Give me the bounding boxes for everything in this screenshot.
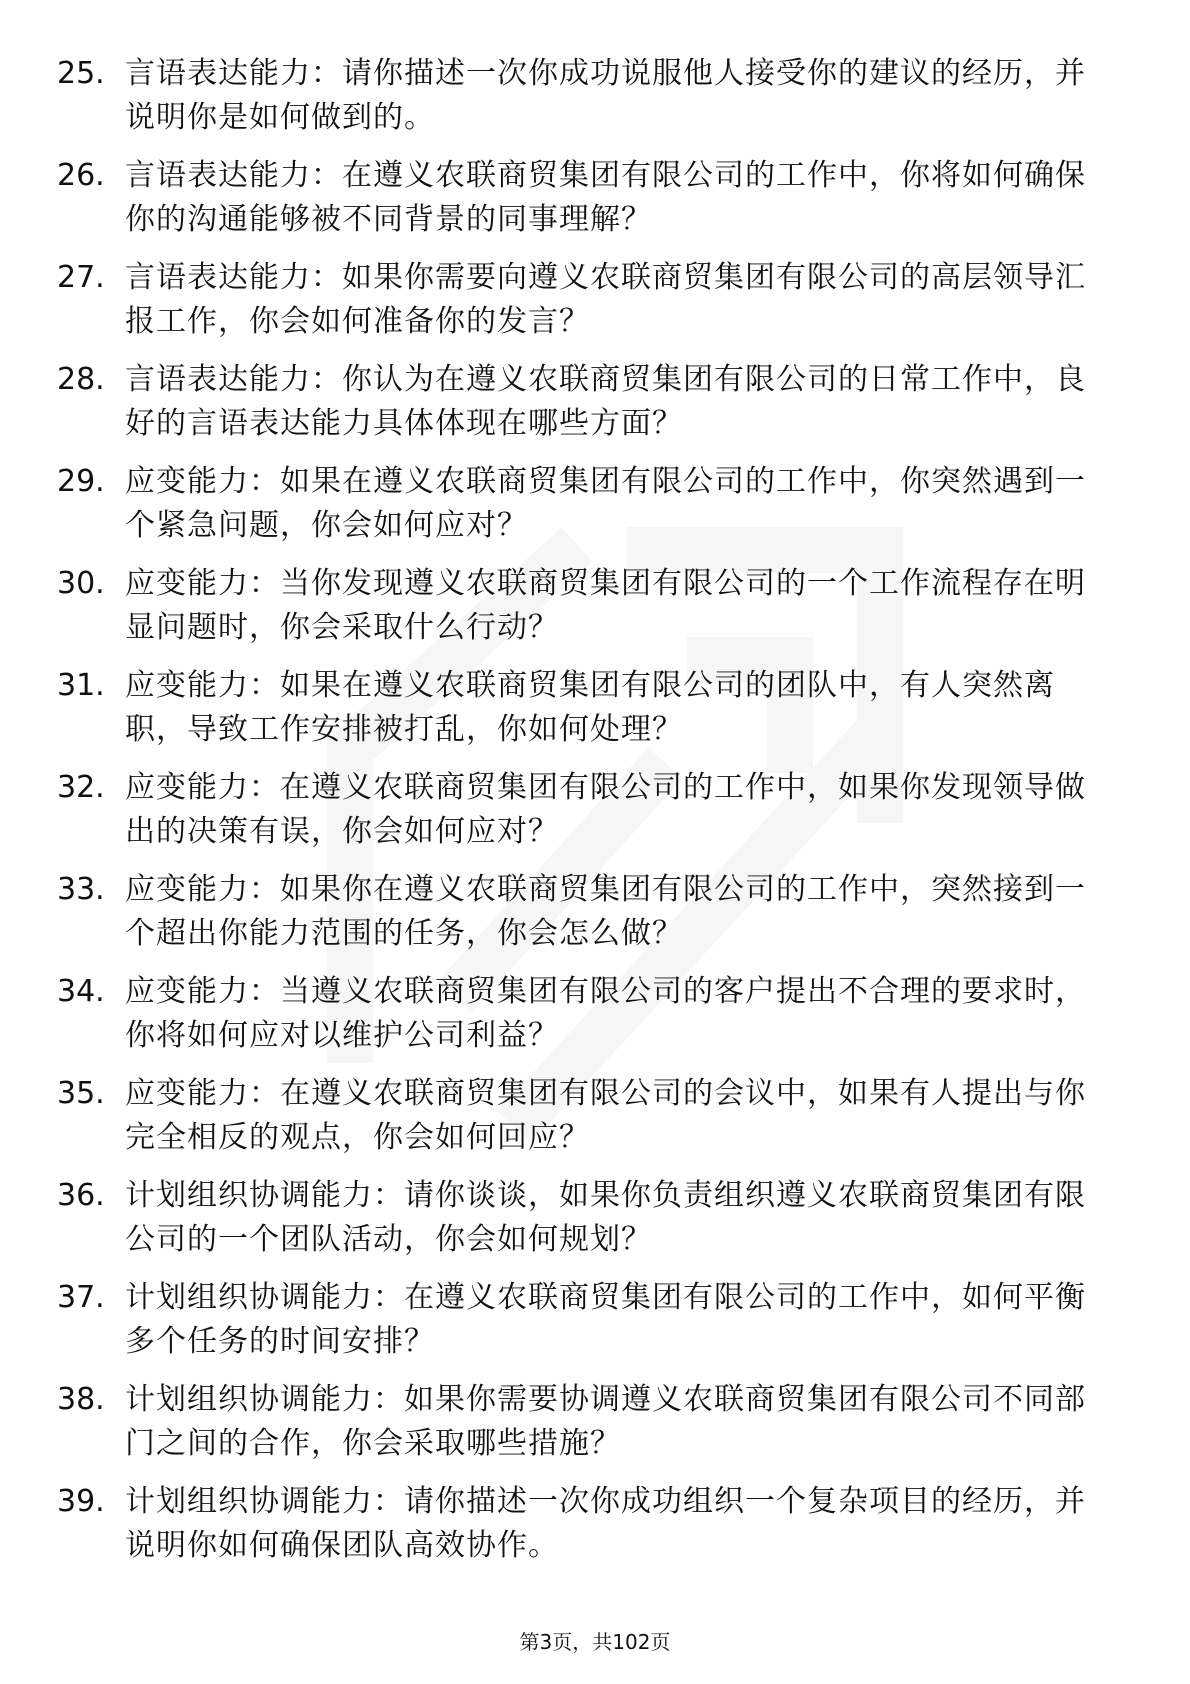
question-text: 言语表达能力：如果你需要向遵义农联商贸集团有限公司的高层领导汇报工作，你会如何准备你的发言？ [125,260,1086,339]
question-text: 应变能力：如果在遵义农联商贸集团有限公司的团队中，有人突然离职，导致工作安排被打乱，你如何处理？ [125,668,1055,747]
page-footer [0,1628,1190,1656]
question-number: 33. [57,872,105,907]
question-number: 35. [57,1076,105,1111]
question-number: 39. [57,1484,105,1519]
question-text: 言语表达能力：你认为在遵义农联商贸集团有限公司的日常工作中，良好的言语表达能力具体体现在哪些方面？ [125,362,1086,441]
question-text: 应变能力：如果你在遵义农联商贸集团有限公司的工作中，突然接到一个超出你能力范围的任务，你会怎么做？ [125,872,1086,951]
question-number: 28. [57,362,105,397]
question-item-35 [0,1064,1190,1166]
question-number: 31. [57,668,105,703]
question-number: 30. [57,566,105,601]
question-item-36 [0,1166,1190,1268]
question-item-30 [0,554,1190,656]
question-item-39 [0,1472,1190,1574]
question-text: 言语表达能力：请你描述一次你成功说服他人接受你的建议的经历，并说明你是如何做到的。 [125,56,1086,135]
question-item-34 [0,962,1190,1064]
question-number: 29. [57,464,105,499]
question-number: 26. [57,158,105,193]
question-text: 计划组织协调能力：请你谈谈，如果你负责组织遵义农联商贸集团有限公司的一个团队活动，你会如何规划？ [125,1178,1086,1257]
question-item-28 [0,350,1190,452]
page-number-label: 第3页，共102页 [519,1630,671,1654]
question-item-38 [0,1370,1190,1472]
question-list [0,44,1190,1574]
question-number: 25. [57,56,105,91]
question-number: 37. [57,1280,105,1315]
question-item-31 [0,656,1190,758]
question-text: 应变能力：在遵义农联商贸集团有限公司的工作中，如果你发现领导做出的决策有误，你会如何应对？ [125,770,1086,849]
question-text: 应变能力：在遵义农联商贸集团有限公司的会议中，如果有人提出与你完全相反的观点，你会如何回应？ [125,1076,1086,1155]
question-item-33 [0,860,1190,962]
question-text: 言语表达能力：在遵义农联商贸集团有限公司的工作中，你将如何确保你的沟通能够被不同背景的同事理解？ [125,158,1086,237]
question-text: 计划组织协调能力：在遵义农联商贸集团有限公司的工作中，如何平衡多个任务的时间安排？ [125,1280,1086,1359]
question-item-27 [0,248,1190,350]
question-number: 27. [57,260,105,295]
question-number: 36. [57,1178,105,1213]
question-text: 应变能力：当遵义农联商贸集团有限公司的客户提出不合理的要求时，你将如何应对以维护公司利益？ [125,974,1086,1053]
question-item-29 [0,452,1190,554]
question-number: 38. [57,1382,105,1417]
question-text: 应变能力：如果在遵义农联商贸集团有限公司的工作中，你突然遇到一个紧急问题，你会如何应对？ [125,464,1086,543]
question-text: 计划组织协调能力：如果你需要协调遵义农联商贸集团有限公司不同部门之间的合作，你会采取哪些措施？ [125,1382,1086,1461]
question-text: 应变能力：当你发现遵义农联商贸集团有限公司的一个工作流程存在明显问题时，你会采取什么行动？ [125,566,1086,645]
question-item-32 [0,758,1190,860]
question-number: 32. [57,770,105,805]
question-number: 34. [57,974,105,1009]
question-text: 计划组织协调能力：请你描述一次你成功组织一个复杂项目的经历，并说明你如何确保团队高效协作。 [125,1484,1086,1563]
question-item-37 [0,1268,1190,1370]
question-item-26 [0,146,1190,248]
question-item-25 [0,44,1190,146]
